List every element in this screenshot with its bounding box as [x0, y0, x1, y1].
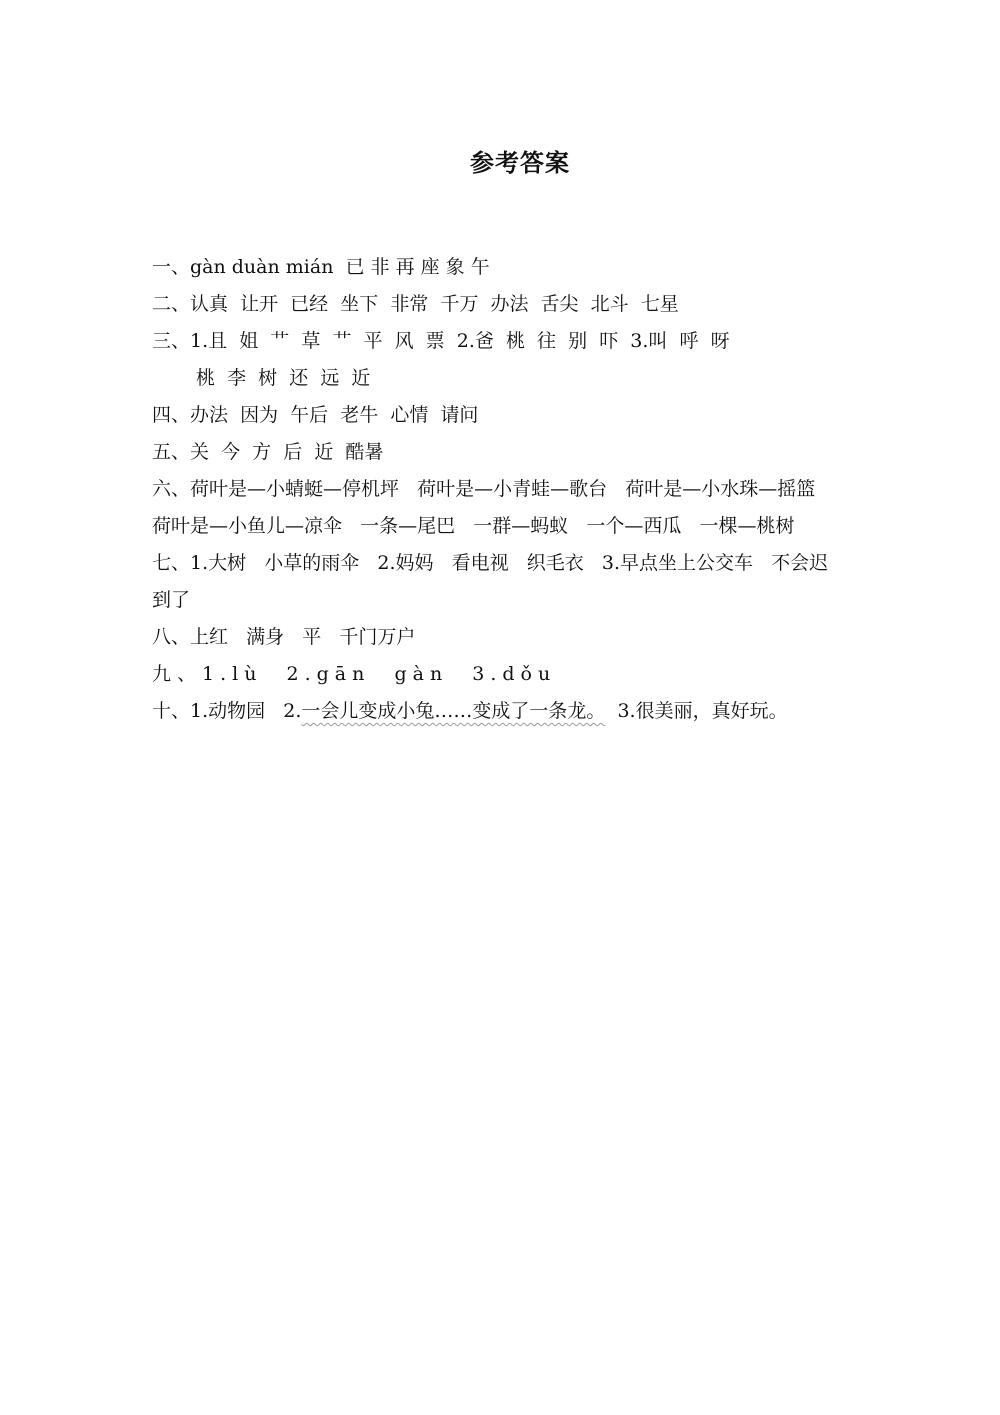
answer-line-4: 四、办法 因为 午后 老牛 心情 请问: [152, 404, 479, 426]
answer-line-3: 三、1.且 姐 艹 草 艹 平 风 票 2.爸 桃 往 别 吓 3.叫 呼 呀: [152, 330, 730, 352]
answer-line-10-underlined: 一会儿变成小兔……变成了一条龙。: [301, 700, 606, 722]
answer-line-8: 八、上红 满身 平 千门万户: [152, 626, 416, 648]
answer-line-5: 五、关 今 方 后 近 酷暑: [152, 441, 384, 463]
page-title: 参考答案: [470, 149, 570, 177]
answer-line-10-prefix: 十、1.动物园 2.: [152, 700, 302, 722]
answer-line-6: 六、荷叶是—小蜻蜓—停机坪 荷叶是—小青蛙—歌台 荷叶是—小水珠—摇篮: [152, 478, 816, 500]
answer-line-2: 二、认真 让开 已经 坐下 非常 千万 办法 舌尖 北斗 七星: [152, 293, 679, 315]
answer-line-6-continued: 荷叶是—小鱼儿—凉伞 一条—尾巴 一群—蚂蚁 一个—西瓜 一棵—桃树: [152, 515, 795, 537]
answer-line-10-suffix: 3.很美丽，真好玩。: [605, 700, 788, 722]
answer-line-7-continued: 到了: [152, 589, 191, 611]
answer-line-1: 一、gàn duàn mián 已 非 再 座 象 午: [152, 256, 490, 278]
answer-line-10: [152, 693, 892, 730]
answer-line-9: 九、1.lù 2.gān gàn 3.dǒu: [152, 663, 557, 685]
answer-list: [152, 249, 892, 730]
answer-line-7: 七、1.大树 小草的雨伞 2.妈妈 看电视 织毛衣 3.早点坐上公交车 不会迟: [152, 552, 829, 574]
answer-line-3-continued: 桃 李 树 还 远 近: [196, 367, 371, 389]
